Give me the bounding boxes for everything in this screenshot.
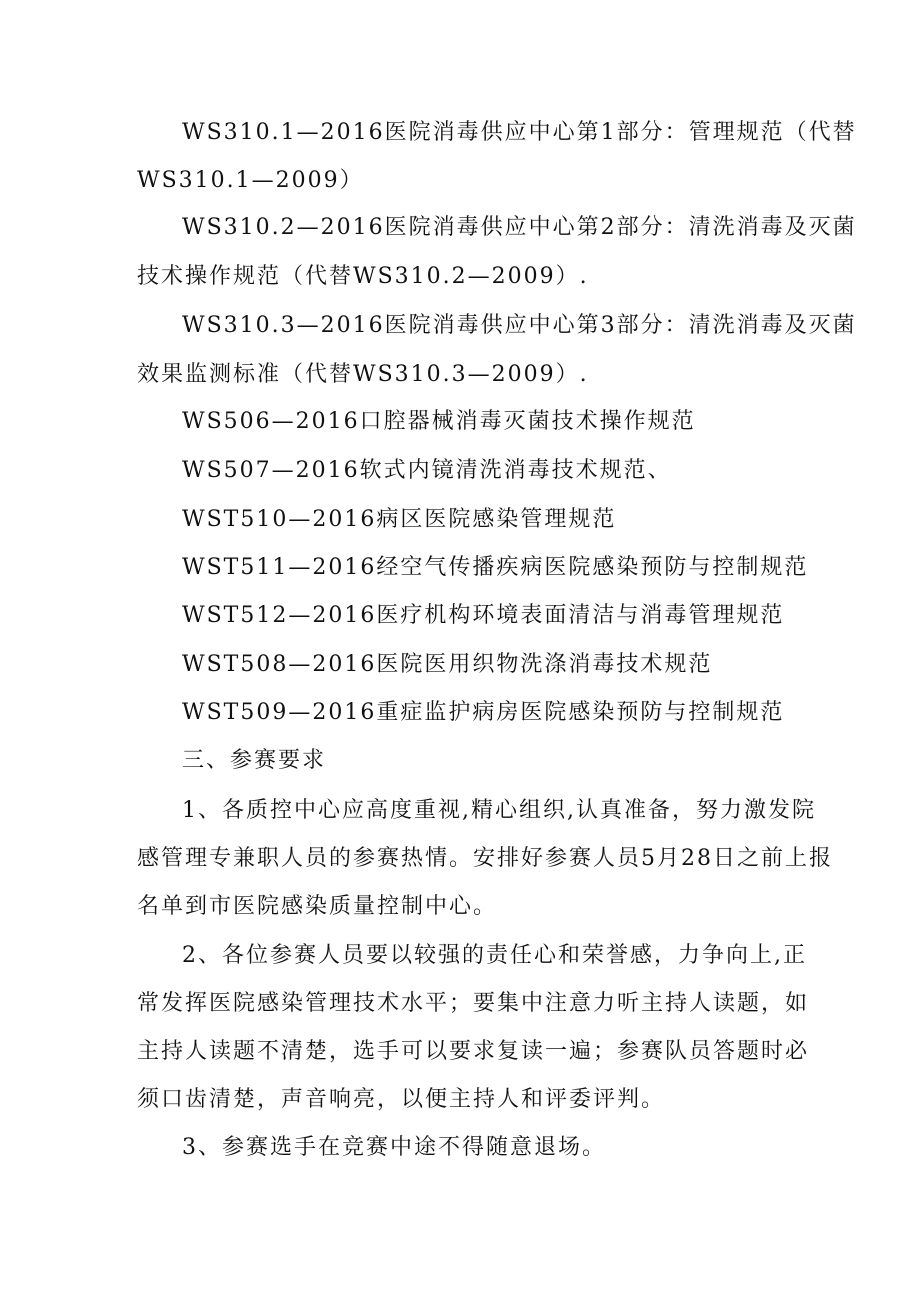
requirement-3-line-1: 3、参赛选手在竞赛中途不得随意退场。 bbox=[182, 1135, 606, 1160]
standard-ws310-3-line-1: WS310.3—2016医院消毒供应中心第3部分：清洗消毒及灭菌 bbox=[182, 313, 857, 338]
standard-ws310-2-line-1: WS310.2—2016医院消毒供应中心第2部分：清洗消毒及灭菌 bbox=[182, 215, 857, 240]
requirement-1-line-3: 名单到市医院感染质量控制中心。 bbox=[137, 894, 498, 919]
standard-wst509: WST509—2016重症监护病房医院感染预防与控制规范 bbox=[182, 700, 785, 725]
standard-ws310-2-line-2: 技术操作规范（代替WS310.2—2009）. bbox=[137, 264, 589, 289]
standard-ws507: WS507—2016软式内镜清洗消毒技术规范、 bbox=[182, 458, 672, 483]
requirement-2-line-1: 2、各位参赛人员要以较强的责任心和荣誉感，力争向上,正 bbox=[182, 943, 807, 968]
requirement-2-line-2: 常发挥医院感染管理技术水平；要集中注意力听主持人读题，如 bbox=[137, 991, 810, 1016]
standard-wst508: WST508—2016医院医用织物洗涤消毒技术规范 bbox=[182, 652, 713, 677]
requirement-1-line-2: 感管理专兼职人员的参赛热情。安排好参赛人员5月28日之前上报 bbox=[137, 846, 833, 871]
standard-ws310-1-line-1: WS310.1—2016医院消毒供应中心第1部分：管理规范（代替 bbox=[182, 120, 857, 145]
standard-wst510: WST510—2016病区医院感染管理规范 bbox=[182, 507, 617, 532]
requirement-2-line-3: 主持人读题不清楚，选手可以要求复读一遍；参赛队员答题时必 bbox=[137, 1039, 810, 1064]
standard-wst512: WST512—2016医疗机构环境表面清洁与消毒管理规范 bbox=[182, 603, 785, 628]
standard-wst511: WST511—2016经空气传播疾病医院感染预防与控制规范 bbox=[182, 555, 809, 580]
standard-ws506: WS506—2016口腔器械消毒灭菌技术操作规范 bbox=[182, 409, 696, 434]
requirement-2-line-4: 须口齿清楚，声音响亮，以便主持人和评委评判。 bbox=[137, 1087, 666, 1112]
section-heading: 三、参赛要求 bbox=[182, 748, 327, 773]
standard-ws310-3-line-2: 效果监测标准（代替WS310.3—2009）. bbox=[137, 362, 589, 387]
standard-ws310-1-line-2: WS310.1—2009） bbox=[137, 168, 364, 193]
requirement-1-line-1: 1、各质控中心应高度重视,精心组织,认真准备，努力激发院 bbox=[182, 798, 816, 823]
